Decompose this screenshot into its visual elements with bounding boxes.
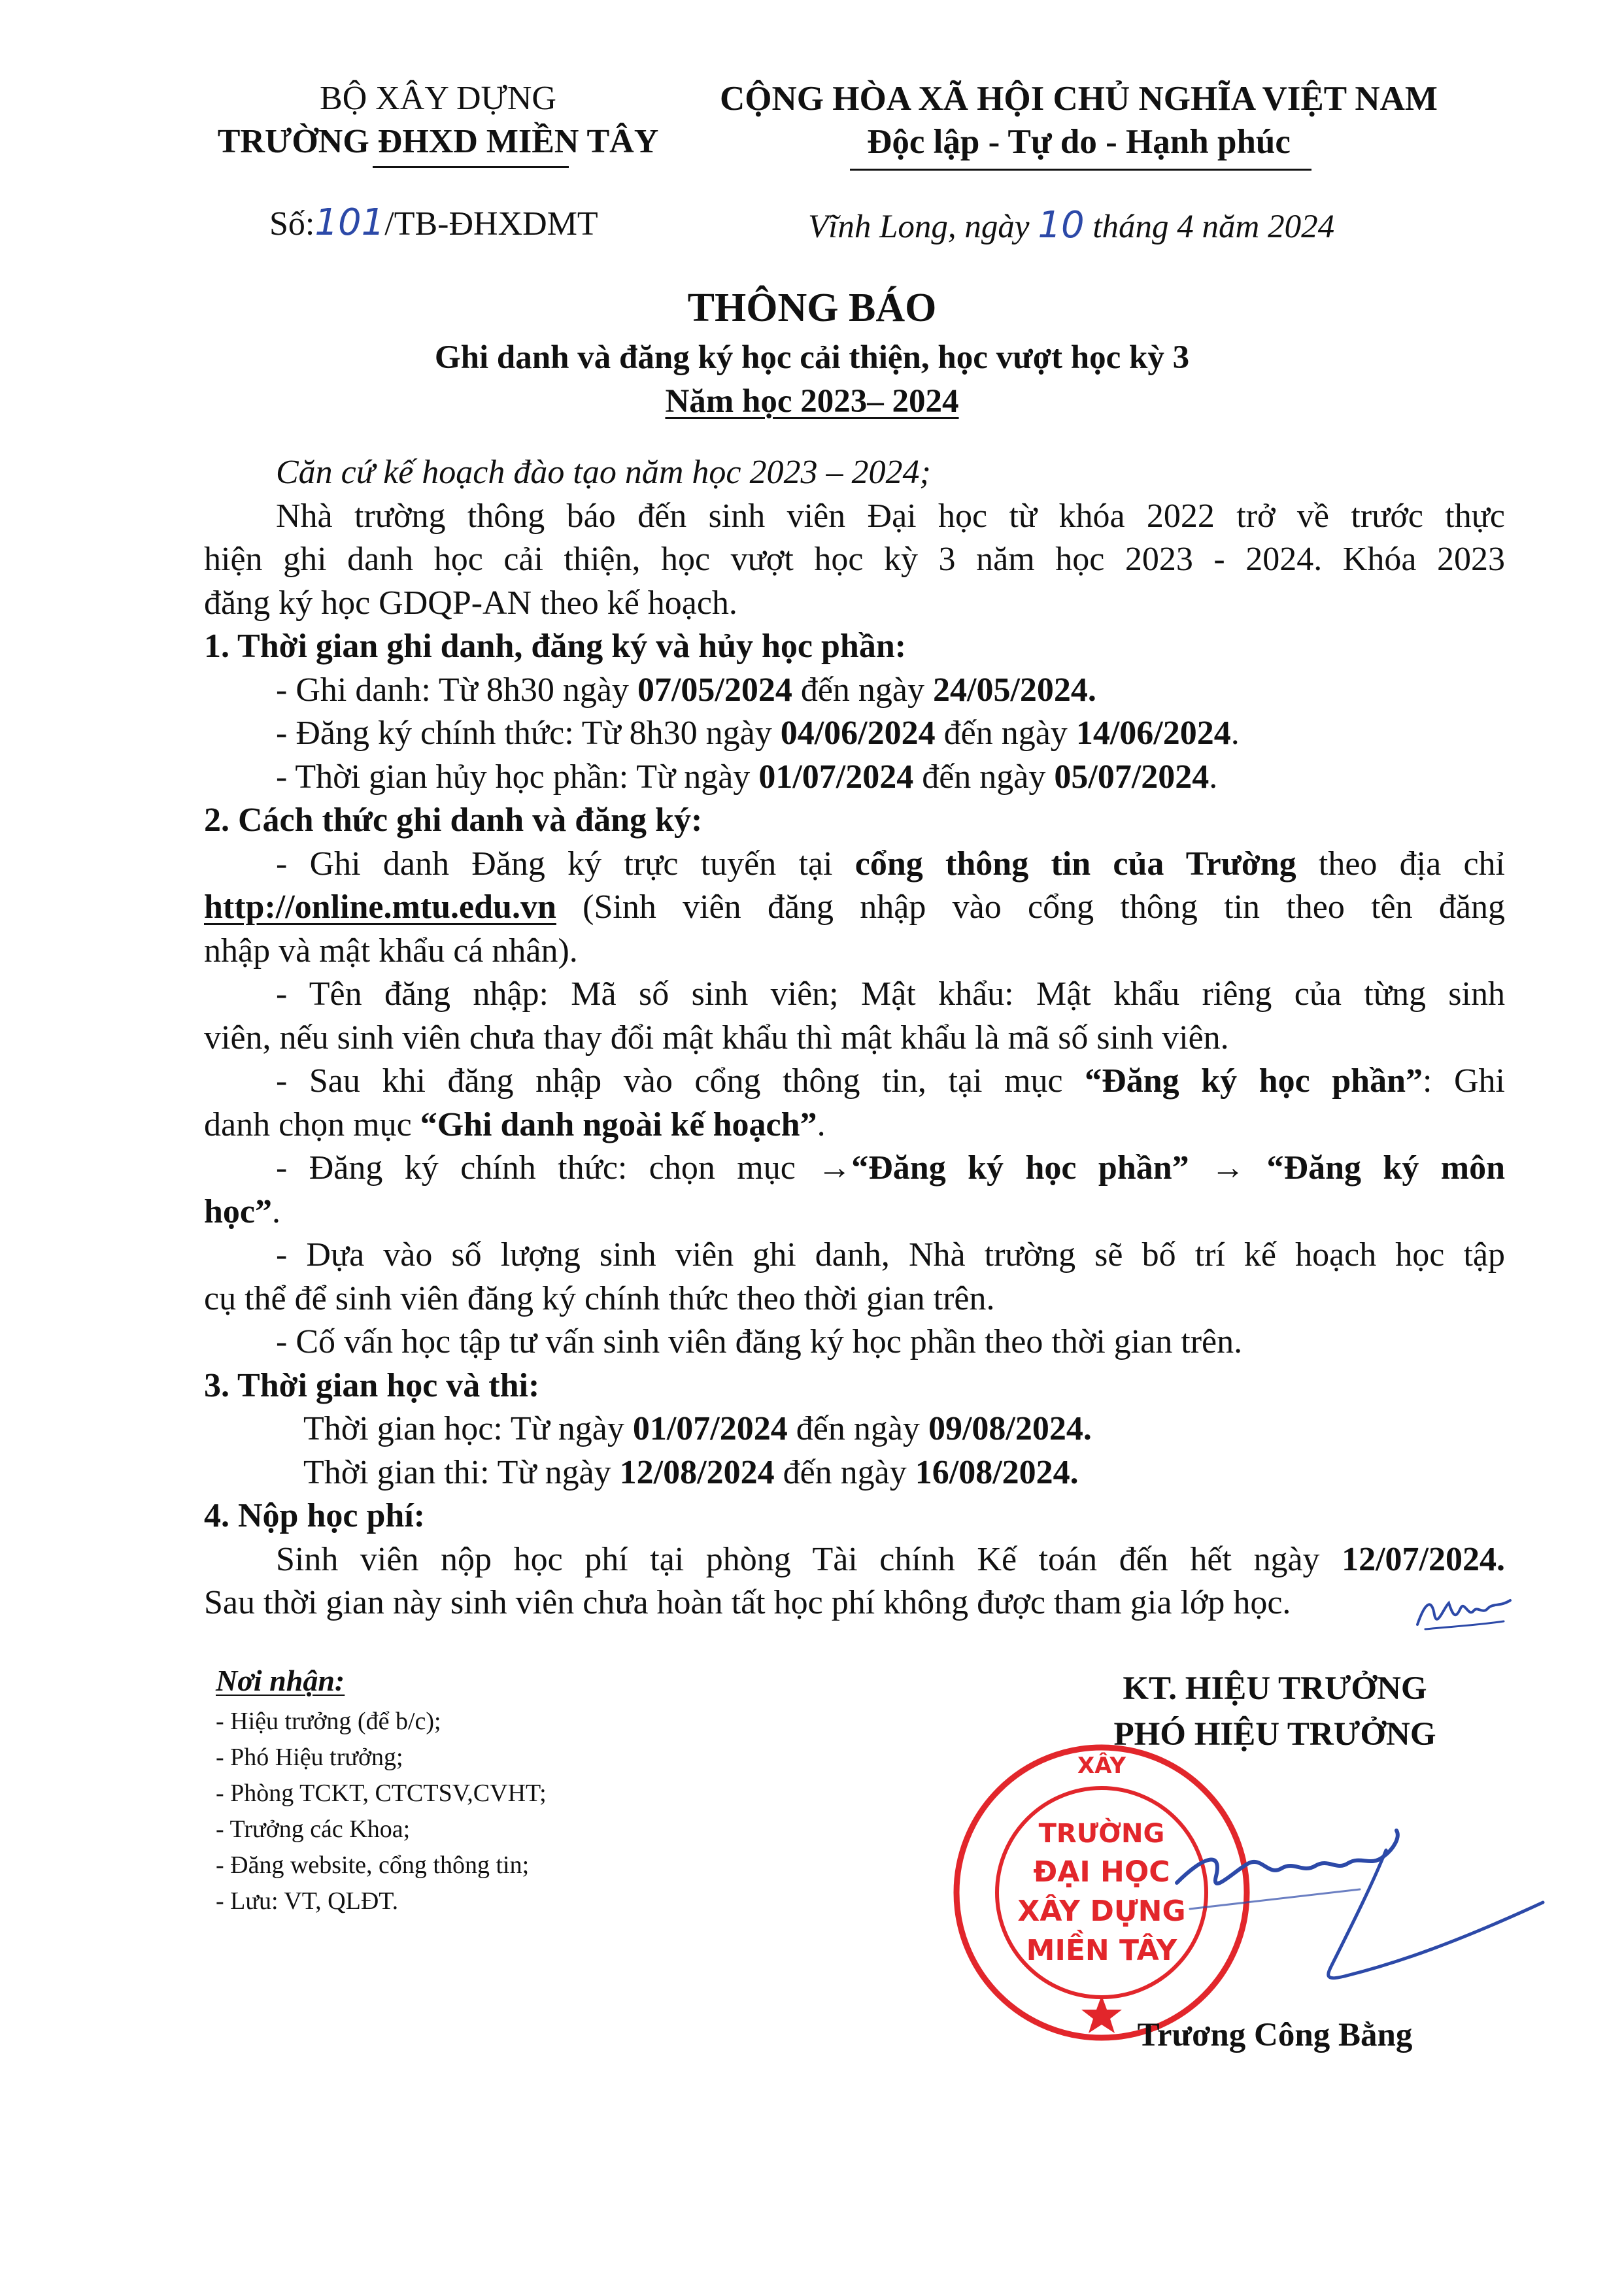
- section-2-para-1-line-2: [204, 886, 1505, 930]
- recipient-item: - Đăng website, cổng thông tin;: [216, 1851, 530, 1879]
- seal-line-1: TRƯỜNG: [1038, 1819, 1165, 1849]
- basis-line: Căn cứ kế hoạch đào tạo năm học 2023 – 2024;: [276, 454, 931, 491]
- school-name: TRƯỜNG ĐHXD MIỀN TÂY: [217, 123, 659, 160]
- menu-path: học”: [204, 1192, 272, 1230]
- seal-line-2: ĐẠI HỌC: [1033, 1855, 1170, 1889]
- section-2-para-3-line-1: [204, 1060, 1505, 1104]
- document-date-prefix: Vĩnh Long, ngày: [808, 209, 1030, 245]
- signer-name: Trương Công Bằng: [1137, 2017, 1413, 2053]
- section-3-study-time: [204, 1408, 1505, 1451]
- intro-line-1: Nhà trường thông báo đến sinh viên Đại học từ khóa 2022 trở về trước thực: [276, 497, 1505, 535]
- section-1-item-2: - Đăng ký chính thức: Từ 8h30 ngày 04/06/2024 đến ngày 14/06/2024.: [276, 715, 1240, 752]
- text-span: - Ghi danh Đăng ký trực tuyến tại: [276, 845, 855, 883]
- document-date-suffix: tháng 4 năm 2024: [1092, 209, 1335, 245]
- date-span: 12/08/2024: [619, 1453, 775, 1491]
- text-span: - Ghi danh: Từ 8h30 ngày: [276, 671, 637, 709]
- section-2-para-5-line-1: - Dựa vào số lượng sinh viên ghi danh, Nhà trường sẽ bố trí kế hoạch học tập: [276, 1236, 1505, 1274]
- section-4-line-2: Sau thời gian này sinh viên chưa hoàn tất học phí không được tham gia lớp học.: [204, 1584, 1291, 1621]
- section-2-para-6: - Cố vấn học tập tư vấn sinh viên đăng ký học phần theo thời gian trên.: [276, 1323, 1243, 1360]
- page-title: THÔNG BÁO: [687, 286, 937, 330]
- text-span: - Đăng ký chính thức: Từ 8h30 ngày: [276, 715, 781, 752]
- recipient-item: - Trưởng các Khoa;: [216, 1815, 411, 1843]
- page-subtitle: Ghi danh và đăng ký học cải thiện, học vượt học kỳ 3: [434, 339, 1190, 376]
- country-name: CỘNG HÒA XÃ HỘI CHỦ NGHĨA VIỆT NAM: [720, 80, 1438, 118]
- initials-scribble-icon: [1412, 1589, 1517, 1634]
- text-span: Thời gian thi: Từ ngày: [303, 1453, 620, 1491]
- section-4-heading: 4. Nộp học phí:: [204, 1497, 426, 1534]
- text-span: đến ngày: [774, 1453, 915, 1491]
- text-span: đến ngày: [935, 715, 1076, 752]
- text-span: theo địa chỉ: [1296, 845, 1505, 883]
- seal-ring-text: XÂY: [1077, 1753, 1126, 1779]
- intro-line-3: đăng ký học GDQP-AN theo kế hoạch.: [204, 584, 737, 622]
- section-2-para-1-line-1: [204, 843, 1505, 886]
- intro-line-2: hiện ghi danh học cải thiện, học vượt học kỳ 3 năm học 2023 - 2024. Khóa 2023: [204, 541, 1505, 578]
- text-span: (Sinh viên đăng nhập vào cổng thông tin theo tên đăng: [556, 888, 1505, 926]
- national-motto: Độc lập - Tự do - Hạnh phúc: [867, 123, 1291, 161]
- text-span: danh chọn mục: [204, 1105, 420, 1143]
- section-2-para-3-line-2: [204, 1104, 1505, 1147]
- date-span: 01/07/2024: [632, 1410, 788, 1447]
- menu-path: →“Đăng ký học phần” → “Đăng ký môn: [817, 1149, 1505, 1187]
- header-left-rule: [373, 166, 569, 168]
- date-span: 05/07/2024: [1054, 758, 1210, 796]
- section-2-heading: 2. Cách thức ghi danh và đăng ký:: [204, 801, 703, 839]
- school-year-text: Năm học 2023– 2024: [665, 383, 959, 420]
- header-right-rule: [850, 169, 1311, 171]
- signature-title-1: KT. HIỆU TRƯỞNG: [1123, 1670, 1427, 1707]
- document-number-prefix: Số:: [269, 205, 315, 243]
- text-span: đến ngày: [792, 671, 934, 709]
- section-1-item-3: - Thời gian hủy học phần: Từ ngày 01/07/2024 đến ngày 05/07/2024.: [276, 758, 1218, 796]
- school-year: [0, 380, 1624, 423]
- recipient-item: - Phòng TCKT, CTCTSV,CVHT;: [216, 1780, 547, 1807]
- date-span: 12/07/2024.: [1342, 1540, 1505, 1578]
- handwritten-signature-icon: [1151, 1811, 1556, 2027]
- section-2-para-4-line-2: [204, 1190, 1505, 1234]
- text-span: - Sau khi đăng nhập vào cổng thông tin, tại mục: [276, 1062, 1085, 1100]
- date-span: 14/06/2024: [1075, 715, 1231, 752]
- section-3-heading: 3. Thời gian học và thi:: [204, 1366, 540, 1404]
- ministry-name: BỘ XÂY DỰNG: [320, 80, 556, 117]
- recipient-item: - Phó Hiệu trưởng;: [216, 1744, 403, 1771]
- text-span: đến ngày: [913, 758, 1055, 796]
- portal-link[interactable]: http://online.mtu.edu.vn: [204, 888, 556, 926]
- text-span: - Thời gian hủy học phần: Từ ngày: [276, 758, 759, 796]
- date-span: 04/06/2024: [780, 715, 936, 752]
- text-span: Thời gian học: Từ ngày: [303, 1410, 633, 1447]
- section-1-item-1: [204, 669, 1505, 713]
- document-number-value: 101: [314, 201, 385, 244]
- section-2-para-2-line-1: - Tên đăng nhập: Mã số sinh viên; Mật khẩu: Mật khẩu riêng của từng sinh: [276, 975, 1505, 1013]
- document-date-day: 10: [1038, 204, 1085, 246]
- menu-name: “Đăng ký học phần”: [1085, 1062, 1423, 1100]
- document-number-suffix: /TB-ĐHXDMT: [384, 205, 598, 243]
- section-2-para-5-line-2: cụ thể để sinh viên đăng ký chính thức theo thời gian trên.: [204, 1279, 995, 1317]
- text-span: - Đăng ký chính thức: chọn mục: [276, 1149, 818, 1187]
- menu-name: “Ghi danh ngoài kế hoạch”: [420, 1105, 817, 1143]
- section-2-para-1-line-3: nhập và mật khẩu cá nhân).: [204, 932, 578, 970]
- text-span: .: [272, 1192, 280, 1230]
- recipient-item: - Lưu: VT, QLĐT.: [216, 1887, 399, 1915]
- text-span: .: [817, 1105, 826, 1143]
- date-span: 16/08/2024.: [915, 1453, 1079, 1491]
- portal-name: cổng thông tin của Trường: [854, 845, 1296, 883]
- document-date: [808, 204, 1334, 248]
- recipient-item: - Hiệu trưởng (để b/c);: [216, 1708, 441, 1735]
- section-3-exam-time: [204, 1451, 1505, 1495]
- section-4-line-1: [204, 1538, 1505, 1582]
- date-span: 01/07/2024: [758, 758, 914, 796]
- date-span: 09/08/2024.: [928, 1410, 1092, 1447]
- text-span: : Ghi: [1422, 1062, 1505, 1100]
- seal-line-3: XÂY DỰNG: [1017, 1895, 1186, 1928]
- text-span: Sinh viên nộp học phí tại phòng Tài chính Kế toán đến hết ngày: [276, 1540, 1342, 1578]
- signature-title-2: PHÓ HIỆU TRƯỞNG: [1113, 1716, 1436, 1753]
- section-2-para-2-line-2: viên, nếu sinh viên chưa thay đổi mật khẩu thì mật khẩu là mã số sinh viên.: [204, 1019, 1229, 1056]
- document-body: [204, 451, 1505, 1625]
- seal-line-4: MIỀN TÂY: [1026, 1934, 1177, 1967]
- date-span: 07/05/2024: [637, 671, 792, 709]
- recipients-block: [216, 1661, 804, 1919]
- date-span: 24/05/2024.: [933, 671, 1096, 709]
- recipients-title: Nơi nhận:: [216, 1664, 345, 1697]
- text-span: đến ngày: [787, 1410, 928, 1447]
- section-2-para-4-line-1: [204, 1147, 1505, 1190]
- document-number: [269, 201, 598, 246]
- section-1-heading: 1. Thời gian ghi danh, đăng ký và hủy học phần:: [204, 628, 907, 665]
